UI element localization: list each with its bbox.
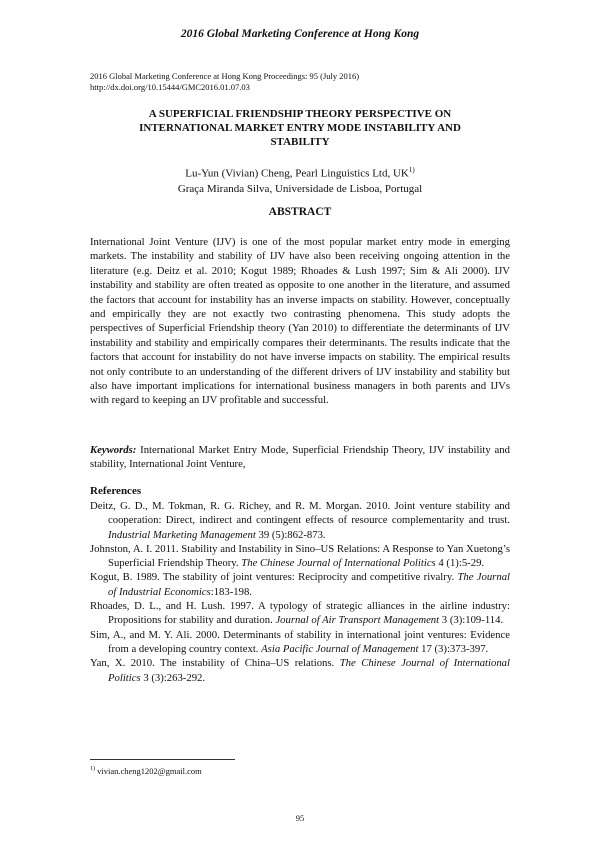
author-2: Graça Miranda Silva, Universidade de Lisboa, Portugal	[177, 182, 423, 195]
author-1: Lu-Yun (Vivian) Cheng, Pearl Linguistics Ltd, UK$^{1)}$	[185, 166, 415, 180]
paper-title	[90, 107, 510, 149]
footnote-rule	[90, 759, 235, 760]
proceedings-info	[90, 71, 510, 92]
reference-item: Yan, X. 2010. The instability of China–US relations. The Chinese Journal of International Politics 3 (3):263-292.	[90, 657, 510, 684]
footnote-marker: 1)	[408, 166, 415, 174]
reference-item: Deitz, G. D., M. Tokman, R. G. Richey, and R. M. Morgan. 2010. Joint venture stability and cooperation: Direct, indirect and contingent effects of resource complementarity and trust. Industrial Marketing Management 39 (5):862-873.	[90, 500, 510, 541]
reference-item: Sim, A., and M. Y. Ali. 2000. Determinants of stability in international joint ventures: Evidence from a developing country context. Asia Pacific Journal of Management 17 (3):373-397.	[90, 628, 510, 655]
abstract-heading: ABSTRACT	[268, 206, 332, 218]
reference-item: Rhoades, D. L., and H. Lush. 1997. A typology of strategic alliances in the airline industry: Propositions for stability and duration. Journal of Air Transport Management 3 (3):109-114.	[90, 600, 510, 627]
references-list	[90, 499, 510, 685]
footnote	[90, 766, 202, 776]
reference-item: Kogut, B. 1989. The stability of joint ventures: Reciprocity and competitive rivalry. The Journal of Industrial Economics:183-198.	[90, 571, 511, 598]
doi-link[interactable]: http://dx.doi.org/10.15444/GMC2016.01.07.03	[90, 81, 250, 92]
keywords	[90, 443, 510, 472]
abstract-body: International Joint Venture (IJV) is one of the most popular market entry mode in emerging markets. The instability and stability of IJV have also been receiving ongoing attention in the literature (e.g. Deitz et al. 2010; Kogut 1989; Rhoades & Lush 1997; Sim & Ali 2000). IJV instability and stability are often treated as opposite to one another in the literature, and assumed the factors that account for instability has an inverse impacts on stability. However, conceptually and empirically they are not exactly two contrasting phenomena. This study adopts the perspectives of Superficial Friendship theory (Yan 2010) to differentiate the determinants of IJV instability and stability and empirically compares their determinants. The results indicate that the factors that account for instability do not have inverse impacts on stability. The empirical results not only contribute to an understanding of the different drivers of IJV instability and stability but also have important implications for international business managers in both parents and IJVs with regard to keeping an IJV profitable and successful.	[90, 236, 510, 407]
title-line: INTERNATIONAL MARKET ENTRY MODE INSTABILITY AND	[139, 122, 461, 134]
author-list	[90, 163, 510, 197]
keywords-label: Keywords:	[90, 444, 137, 456]
references-heading: References	[90, 485, 142, 497]
footnote-email[interactable]: vivian.cheng1202@gmail.com	[95, 766, 202, 776]
title-line: STABILITY	[270, 136, 330, 148]
title-line: A SUPERFICIAL FRIENDSHIP THEORY PERSPECTIVE ON	[148, 108, 452, 120]
proceedings-line: 2016 Global Marketing Conference at Hong Kong Proceedings: 95 (July 2016)	[90, 71, 360, 81]
running-head: 2016 Global Marketing Conference at Hong Kong	[180, 28, 420, 40]
footnote-mark: 1)	[90, 766, 95, 773]
page-number: 95	[295, 813, 305, 823]
keywords-text: International Market Entry Mode, Superficial Friendship Theory, IJV instability and stability, International Joint Venture,	[90, 444, 510, 471]
reference-item: Johnston, A. I. 2011. Stability and Instability in Sino–US Relations: A Response to Yan Xuetong’s Superficial Friendship Theory. The Chinese Journal of International Politics 4 (1):5-29.	[90, 542, 510, 570]
